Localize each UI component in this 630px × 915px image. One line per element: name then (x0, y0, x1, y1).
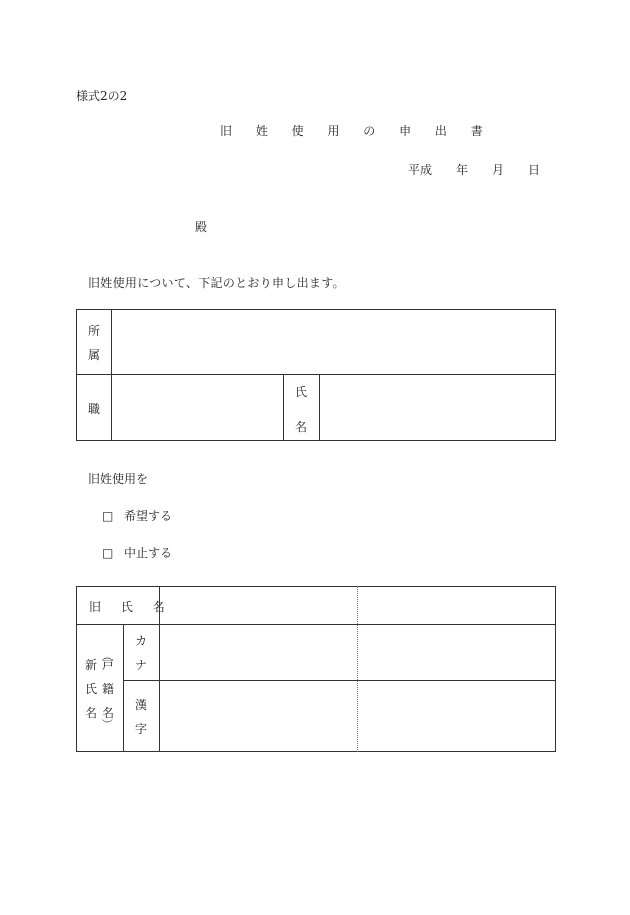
addressee-suffix: 殿 (195, 220, 208, 234)
affiliation-label-char: 属 (87, 348, 100, 362)
new-kana-given-field[interactable] (358, 625, 555, 679)
addressee-field[interactable] (76, 214, 188, 232)
form-number: 様式2の2 (76, 89, 128, 103)
date-month-unit: 月 (492, 163, 505, 177)
use-label: 旧姓使用を (88, 472, 149, 486)
kana-label-char: カ (134, 634, 147, 648)
page-title: 旧 姓 使 用 の 申 出 書 (220, 124, 493, 138)
new-kanji-given-field[interactable] (358, 681, 555, 751)
option-hope[interactable] (102, 507, 172, 524)
new-kanji-family-field[interactable] (160, 681, 356, 751)
family-register-label-char: 戸 (101, 658, 114, 672)
open-paren: （ (100, 650, 114, 662)
date-era: 平成 (408, 163, 433, 177)
affiliation-label-char: 所 (87, 324, 100, 338)
date-day-unit: 日 (528, 163, 541, 177)
option-label: 希望する (124, 509, 173, 523)
position-field[interactable] (112, 375, 283, 440)
date-day-field[interactable] (506, 161, 528, 175)
kanji-label-char: 字 (134, 722, 147, 736)
family-register-label-char: 名 (101, 706, 114, 720)
intro-text: 旧姓使用について、下記のとおり申し出ます。 (88, 276, 345, 290)
close-paren: ） (100, 718, 114, 730)
kana-label-char: ナ (134, 658, 147, 672)
name-label-char: 名 (294, 420, 307, 434)
position-label: 職 (87, 402, 100, 416)
option-label: 中止する (124, 546, 173, 560)
new-name-label-char: 氏 (84, 682, 97, 696)
new-kana-family-field[interactable] (160, 625, 356, 679)
old-name-family-field[interactable] (160, 587, 356, 623)
old-name-label: 旧 氏 名 (89, 600, 173, 614)
new-name-label-char: 新 (84, 658, 97, 672)
kanji-label-char: 漢 (134, 698, 147, 712)
checkbox[interactable]: □ (102, 546, 114, 560)
name-field[interactable] (320, 375, 555, 440)
family-register-label-char: 籍 (101, 682, 114, 696)
date-year-unit: 年 (456, 163, 469, 177)
affiliation-field[interactable] (112, 310, 555, 374)
checkbox[interactable]: □ (102, 509, 114, 523)
date-year-field[interactable] (436, 161, 458, 175)
name-label-char: 氏 (294, 385, 307, 399)
old-name-given-field[interactable] (358, 587, 555, 623)
option-stop[interactable] (102, 544, 172, 561)
new-name-label-char: 名 (84, 706, 97, 720)
date-month-field[interactable] (470, 161, 492, 175)
